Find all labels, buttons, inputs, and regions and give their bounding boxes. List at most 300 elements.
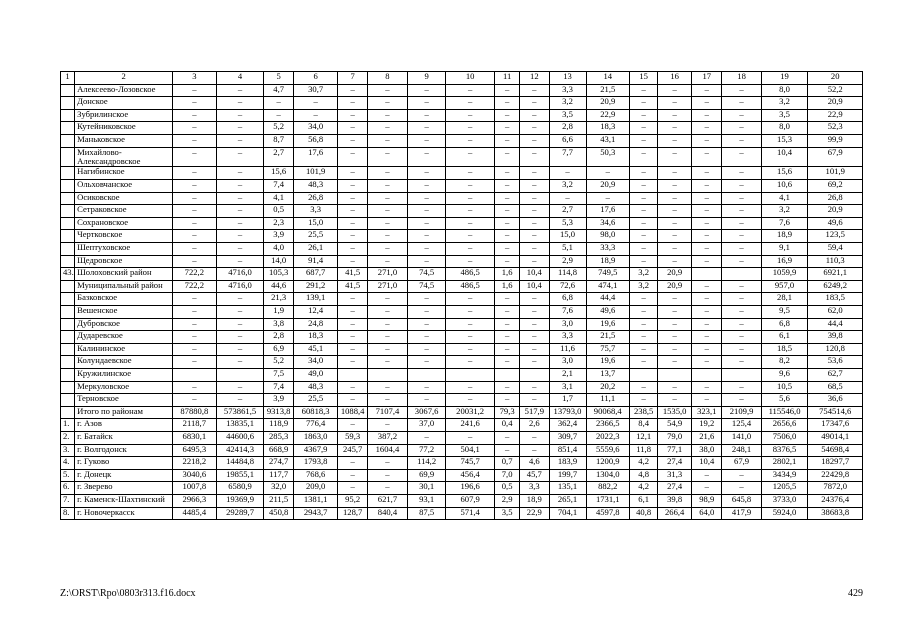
row-number-cell <box>61 343 75 356</box>
value-cell: – <box>658 394 692 407</box>
value-cell: 44,6 <box>264 280 293 293</box>
value-cell: – <box>658 230 692 243</box>
value-cell: 6,8 <box>549 293 586 306</box>
value-cell: 22,9 <box>586 109 630 122</box>
value-cell: – <box>216 331 264 344</box>
value-cell: 722,2 <box>173 280 217 293</box>
row-name-cell: г. Азов <box>75 419 173 432</box>
value-cell: – <box>173 167 217 180</box>
row-name-cell: Меркуловское <box>75 381 173 394</box>
value-cell: 417,9 <box>722 507 761 520</box>
table-row <box>61 507 863 520</box>
value-cell: – <box>495 205 520 218</box>
value-cell: 4,0 <box>264 243 293 256</box>
value-cell: 6,9 <box>264 343 293 356</box>
column-header: 13 <box>549 72 586 85</box>
value-cell: – <box>367 192 407 205</box>
value-cell: – <box>216 356 264 369</box>
value-cell: 54,9 <box>658 419 692 432</box>
value-cell: – <box>446 147 495 167</box>
value-cell: 59,4 <box>808 243 863 256</box>
value-cell: – <box>446 180 495 193</box>
value-cell: 33,3 <box>586 243 630 256</box>
value-cell: – <box>338 109 367 122</box>
value-cell: – <box>692 217 722 230</box>
value-cell: – <box>216 394 264 407</box>
value-cell: 9,5 <box>761 306 808 319</box>
value-cell: 1731,1 <box>586 494 630 507</box>
value-cell: 2943,7 <box>293 507 338 520</box>
value-cell: 34,0 <box>293 356 338 369</box>
value-cell: 19,2 <box>692 419 722 432</box>
value-cell: – <box>367 122 407 135</box>
value-cell: – <box>173 205 217 218</box>
value-cell: 6495,3 <box>173 444 217 457</box>
value-cell: – <box>630 97 658 110</box>
value-cell: – <box>658 243 692 256</box>
value-cell: 15,0 <box>293 217 338 230</box>
value-cell: – <box>216 109 264 122</box>
row-number-cell <box>61 180 75 193</box>
value-cell: 62,0 <box>808 306 863 319</box>
value-cell: 4716,0 <box>216 268 264 281</box>
value-cell: 7,0 <box>495 469 520 482</box>
value-cell: 69,9 <box>408 469 446 482</box>
value-cell: – <box>520 180 549 193</box>
value-cell: – <box>338 482 367 495</box>
value-cell: – <box>658 134 692 147</box>
value-cell: – <box>408 431 446 444</box>
value-cell: 14484,8 <box>216 457 264 470</box>
value-cell: 4,8 <box>630 469 658 482</box>
value-cell: – <box>338 243 367 256</box>
value-cell: 16,9 <box>761 255 808 268</box>
value-cell: 3,2 <box>761 97 808 110</box>
value-cell: 42414,3 <box>216 444 264 457</box>
table-row <box>61 406 863 419</box>
value-cell: – <box>446 230 495 243</box>
value-cell: 56,8 <box>293 134 338 147</box>
value-cell: – <box>338 306 367 319</box>
value-cell: 18,3 <box>586 122 630 135</box>
value-cell: 120,8 <box>808 343 863 356</box>
value-cell: 95,2 <box>338 494 367 507</box>
value-cell: – <box>446 134 495 147</box>
value-cell: 49,6 <box>586 306 630 319</box>
row-number-cell <box>61 406 75 419</box>
value-cell: – <box>216 306 264 319</box>
value-cell: – <box>722 134 761 147</box>
value-cell: 34,6 <box>586 217 630 230</box>
value-cell: – <box>367 217 407 230</box>
value-cell: 3,9 <box>264 394 293 407</box>
value-cell: – <box>658 331 692 344</box>
value-cell: – <box>722 469 761 482</box>
value-cell: 21,5 <box>586 331 630 344</box>
value-cell: – <box>367 469 407 482</box>
value-cell: – <box>692 255 722 268</box>
value-cell: – <box>630 306 658 319</box>
value-cell: 48,3 <box>293 381 338 394</box>
value-cell: 238,5 <box>630 406 658 419</box>
value-cell: 196,6 <box>446 482 495 495</box>
row-number-cell <box>61 280 75 293</box>
value-cell: – <box>408 343 446 356</box>
value-cell: 2,7 <box>264 147 293 167</box>
column-header: 19 <box>761 72 808 85</box>
value-cell: – <box>495 356 520 369</box>
row-name-cell: г. Гуково <box>75 457 173 470</box>
row-number-cell <box>61 306 75 319</box>
value-cell: 25,5 <box>293 230 338 243</box>
row-name-cell: Итого по районам <box>75 406 173 419</box>
row-number-cell <box>61 368 75 381</box>
row-number-cell <box>61 97 75 110</box>
value-cell: – <box>520 109 549 122</box>
value-cell: 93,1 <box>408 494 446 507</box>
value-cell <box>658 368 692 381</box>
value-cell: – <box>658 255 692 268</box>
value-cell: – <box>338 97 367 110</box>
value-cell: – <box>446 381 495 394</box>
value-cell: 18,9 <box>520 494 549 507</box>
value-cell: 1535,0 <box>658 406 692 419</box>
value-cell: 183,9 <box>549 457 586 470</box>
value-cell: 8376,5 <box>761 444 808 457</box>
value-cell: 101,9 <box>293 167 338 180</box>
value-cell: 98,9 <box>692 494 722 507</box>
value-cell: – <box>520 331 549 344</box>
value-cell: – <box>495 192 520 205</box>
value-cell: – <box>692 331 722 344</box>
value-cell: – <box>495 217 520 230</box>
value-cell: 24,8 <box>293 318 338 331</box>
row-name-cell: Шептуховское <box>75 243 173 256</box>
value-cell: – <box>446 167 495 180</box>
value-cell: 6921,1 <box>808 268 863 281</box>
column-header: 15 <box>630 72 658 85</box>
value-cell: 38683,8 <box>808 507 863 520</box>
value-cell: – <box>630 331 658 344</box>
value-cell: 77,1 <box>658 444 692 457</box>
row-number-cell <box>61 217 75 230</box>
value-cell: 62,7 <box>808 368 863 381</box>
value-cell: 4,7 <box>264 84 293 97</box>
table-row <box>61 457 863 470</box>
value-cell: 2,6 <box>520 419 549 432</box>
value-cell: – <box>216 243 264 256</box>
data-table <box>60 71 863 520</box>
value-cell: – <box>367 356 407 369</box>
value-cell: – <box>367 180 407 193</box>
value-cell: – <box>658 293 692 306</box>
value-cell: – <box>722 147 761 167</box>
value-cell: – <box>495 134 520 147</box>
value-cell: – <box>658 122 692 135</box>
value-cell: 19,6 <box>586 356 630 369</box>
value-cell: 2118,7 <box>173 419 217 432</box>
value-cell: 77,2 <box>408 444 446 457</box>
value-cell: – <box>408 97 446 110</box>
value-cell: 110,3 <box>808 255 863 268</box>
value-cell: – <box>692 167 722 180</box>
value-cell: – <box>630 192 658 205</box>
value-cell <box>173 368 217 381</box>
value-cell <box>338 368 367 381</box>
value-cell: – <box>446 255 495 268</box>
row-number-cell <box>61 230 75 243</box>
value-cell: 20031,2 <box>446 406 495 419</box>
row-name-cell: Калининское <box>75 343 173 356</box>
value-cell: 2966,3 <box>173 494 217 507</box>
value-cell: – <box>495 122 520 135</box>
value-cell: 31,3 <box>658 469 692 482</box>
value-cell: 3,5 <box>761 109 808 122</box>
value-cell: – <box>367 109 407 122</box>
value-cell: 28,1 <box>761 293 808 306</box>
row-name-cell: г. Зверево <box>75 482 173 495</box>
value-cell: – <box>722 306 761 319</box>
value-cell: – <box>367 457 407 470</box>
value-cell: – <box>408 134 446 147</box>
value-cell: 6830,1 <box>173 431 217 444</box>
value-cell: 20,9 <box>808 97 863 110</box>
value-cell: 15,6 <box>761 167 808 180</box>
value-cell: 722,2 <box>173 268 217 281</box>
value-cell: – <box>408 84 446 97</box>
value-cell: – <box>216 217 264 230</box>
value-cell: – <box>338 293 367 306</box>
row-number-cell: 6. <box>61 482 75 495</box>
value-cell: 123,5 <box>808 230 863 243</box>
value-cell: 30,1 <box>408 482 446 495</box>
value-cell: 486,5 <box>446 280 495 293</box>
value-cell: – <box>216 134 264 147</box>
value-cell: – <box>658 205 692 218</box>
value-cell: 25,5 <box>293 394 338 407</box>
column-header: 5 <box>264 72 293 85</box>
value-cell: 9,6 <box>761 368 808 381</box>
value-cell: 19,6 <box>586 318 630 331</box>
value-cell: – <box>216 318 264 331</box>
value-cell: – <box>495 243 520 256</box>
value-cell: – <box>658 356 692 369</box>
value-cell: 749,5 <box>586 268 630 281</box>
value-cell: – <box>367 147 407 167</box>
value-cell: – <box>408 394 446 407</box>
value-cell: – <box>630 381 658 394</box>
value-cell: – <box>495 147 520 167</box>
value-cell: 11,8 <box>630 444 658 457</box>
value-cell: 117,7 <box>264 469 293 482</box>
row-name-cell: г. Новочеркасск <box>75 507 173 520</box>
row-number-cell: 4. <box>61 457 75 470</box>
table-row <box>61 368 863 381</box>
value-cell: 64,0 <box>692 507 722 520</box>
value-cell: 271,0 <box>367 268 407 281</box>
row-number-cell: 43. <box>61 268 75 281</box>
value-cell: 9313,8 <box>264 406 293 419</box>
value-cell: 3,5 <box>549 109 586 122</box>
value-cell: – <box>658 306 692 319</box>
value-cell: 211,5 <box>264 494 293 507</box>
value-cell: 199,7 <box>549 469 586 482</box>
value-cell: – <box>173 147 217 167</box>
value-cell: 49,6 <box>808 217 863 230</box>
value-cell: 20,9 <box>658 280 692 293</box>
value-cell: 1059,9 <box>761 268 808 281</box>
table-row <box>61 243 863 256</box>
value-cell: 87,5 <box>408 507 446 520</box>
value-cell: 11,6 <box>549 343 586 356</box>
value-cell: – <box>173 255 217 268</box>
value-cell <box>367 368 407 381</box>
value-cell: 60818,3 <box>293 406 338 419</box>
value-cell: 139,1 <box>293 293 338 306</box>
row-number-cell <box>61 381 75 394</box>
row-number-cell <box>61 167 75 180</box>
value-cell: 5559,6 <box>586 444 630 457</box>
row-number-cell <box>61 293 75 306</box>
value-cell: 10,4 <box>692 457 722 470</box>
value-cell: 291,2 <box>293 280 338 293</box>
value-cell: 3733,0 <box>761 494 808 507</box>
row-name-cell: Михайлово-Александровское <box>75 147 173 167</box>
value-cell: 3040,6 <box>173 469 217 482</box>
column-header: 3 <box>173 72 217 85</box>
value-cell: 6,6 <box>549 134 586 147</box>
value-cell: – <box>446 318 495 331</box>
value-cell: – <box>630 134 658 147</box>
value-cell: 517,9 <box>520 406 549 419</box>
value-cell: – <box>692 243 722 256</box>
value-cell: 18,5 <box>761 343 808 356</box>
value-cell: – <box>408 147 446 167</box>
value-cell: 10,4 <box>520 268 549 281</box>
value-cell: 67,9 <box>722 457 761 470</box>
value-cell: – <box>367 205 407 218</box>
column-header: 18 <box>722 72 761 85</box>
value-cell: – <box>520 97 549 110</box>
value-cell: – <box>692 109 722 122</box>
value-cell: – <box>722 205 761 218</box>
value-cell: 4,2 <box>630 482 658 495</box>
value-cell: 22,9 <box>808 109 863 122</box>
value-cell <box>692 368 722 381</box>
value-cell: – <box>446 356 495 369</box>
value-cell: – <box>173 192 217 205</box>
value-cell: – <box>338 343 367 356</box>
value-cell: – <box>173 243 217 256</box>
row-name-cell: Кутейниковское <box>75 122 173 135</box>
value-cell: – <box>408 217 446 230</box>
column-header: 4 <box>216 72 264 85</box>
value-cell <box>692 268 722 281</box>
value-cell: – <box>722 381 761 394</box>
value-cell: – <box>367 167 407 180</box>
row-number-cell <box>61 255 75 268</box>
value-cell: 12,4 <box>293 306 338 319</box>
value-cell: 309,7 <box>549 431 586 444</box>
value-cell: – <box>338 419 367 432</box>
value-cell: – <box>630 293 658 306</box>
value-cell: 7,6 <box>761 217 808 230</box>
value-cell: – <box>338 147 367 167</box>
footer-file-path: Z:\ORST\Rpo\0803r313.f16.docx <box>60 588 196 599</box>
value-cell: 6,8 <box>761 318 808 331</box>
row-name-cell: Маньковское <box>75 134 173 147</box>
value-cell: 5,6 <box>761 394 808 407</box>
value-cell: 5,2 <box>264 356 293 369</box>
value-cell: 754514,6 <box>808 406 863 419</box>
value-cell: 8,0 <box>761 84 808 97</box>
value-cell: – <box>630 109 658 122</box>
value-cell: – <box>446 217 495 230</box>
value-cell: 4597,8 <box>586 507 630 520</box>
value-cell: – <box>495 444 520 457</box>
table-row <box>61 97 863 110</box>
value-cell: 3,2 <box>630 280 658 293</box>
value-cell: – <box>408 122 446 135</box>
value-cell: – <box>692 180 722 193</box>
value-cell: – <box>692 122 722 135</box>
row-name-cell: Дубровское <box>75 318 173 331</box>
value-cell: – <box>722 394 761 407</box>
value-cell: 3,3 <box>520 482 549 495</box>
value-cell: 79,0 <box>658 431 692 444</box>
value-cell: – <box>446 122 495 135</box>
column-header: 10 <box>446 72 495 85</box>
value-cell: 6,1 <box>630 494 658 507</box>
value-cell: – <box>586 167 630 180</box>
value-cell: 32,0 <box>264 482 293 495</box>
value-cell: 67,9 <box>808 147 863 167</box>
value-cell: 12,1 <box>630 431 658 444</box>
value-cell: 5924,0 <box>761 507 808 520</box>
row-number-cell: 5. <box>61 469 75 482</box>
value-cell: 209,0 <box>293 482 338 495</box>
table-row <box>61 356 863 369</box>
value-cell: 607,9 <box>446 494 495 507</box>
row-name-cell: г. Каменск-Шахтинский <box>75 494 173 507</box>
value-cell: 3,0 <box>549 318 586 331</box>
column-header: 2 <box>75 72 173 85</box>
value-cell: 882,2 <box>586 482 630 495</box>
value-cell: 45,1 <box>293 343 338 356</box>
value-cell: 7506,0 <box>761 431 808 444</box>
value-cell: 1,7 <box>549 394 586 407</box>
value-cell: 27,4 <box>658 482 692 495</box>
value-cell: 668,9 <box>264 444 293 457</box>
row-name-cell: Сохрановское <box>75 217 173 230</box>
value-cell: 10,6 <box>761 180 808 193</box>
value-cell: 7,7 <box>549 147 586 167</box>
table-row <box>61 230 863 243</box>
value-cell: – <box>367 134 407 147</box>
value-cell <box>216 368 264 381</box>
value-cell: 69,2 <box>808 180 863 193</box>
row-name-cell: г. Батайск <box>75 431 173 444</box>
row-name-cell: Алексеево-Лозовское <box>75 84 173 97</box>
value-cell: 1381,1 <box>293 494 338 507</box>
value-cell: – <box>722 84 761 97</box>
value-cell: 2022,3 <box>586 431 630 444</box>
row-number-cell <box>61 192 75 205</box>
value-cell: 957,0 <box>761 280 808 293</box>
value-cell: – <box>338 217 367 230</box>
value-cell: – <box>520 444 549 457</box>
header-row <box>61 72 863 85</box>
